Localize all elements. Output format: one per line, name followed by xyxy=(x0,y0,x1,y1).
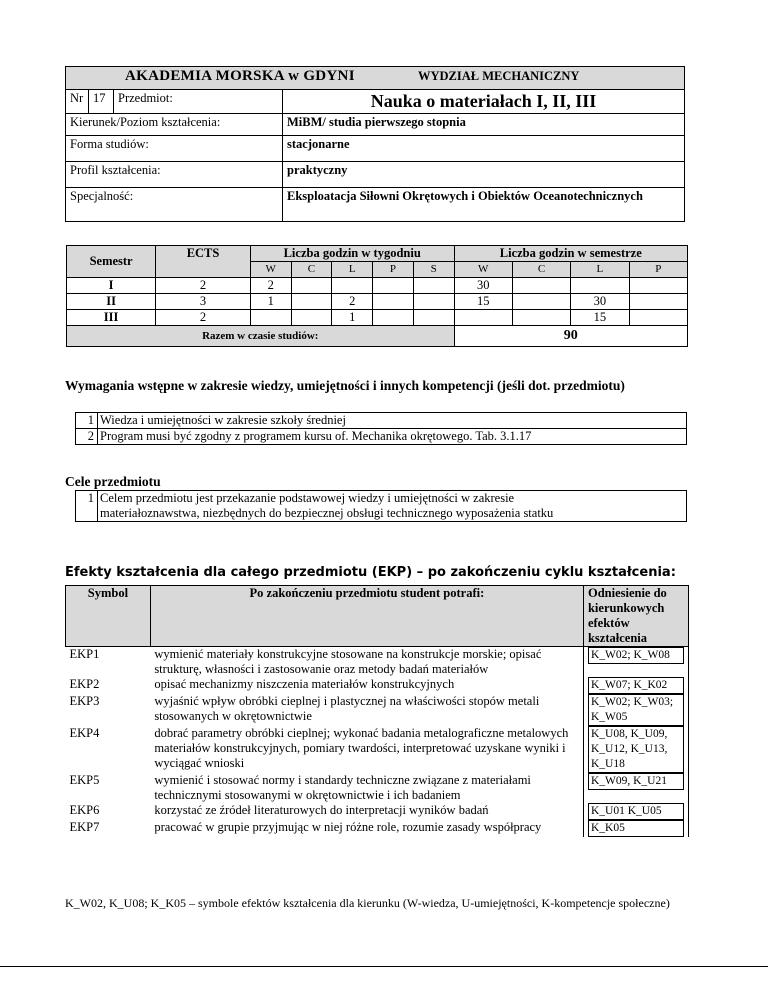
nr-label: Nr xyxy=(66,90,89,114)
ref-cell: K_W07; K_K02 xyxy=(588,677,684,694)
desc-cell: wymienić i stosować normy i standardy techniczne związane z materiałami technicznymi stosowanymi w okrętownictwie i ich badaniem xyxy=(154,773,531,802)
requirements-title: Wymagania wstępne w zakresie wiedzy, umiejętności i innych kompetencji (jeśli dot. przedmiotu) xyxy=(65,378,625,393)
symbol-cell: EKP5 xyxy=(69,773,100,787)
specialty-label: Specjalność: xyxy=(66,188,283,222)
l-cell xyxy=(332,278,373,294)
w-cell: 2 xyxy=(250,278,291,294)
symbol-cell: EKP4 xyxy=(69,726,100,740)
table-row xyxy=(66,726,689,773)
s-cell xyxy=(413,310,454,326)
w-cell xyxy=(250,310,291,326)
table-row xyxy=(66,820,689,837)
table-row xyxy=(66,647,689,678)
sub2-p: P xyxy=(629,262,687,278)
s-cell xyxy=(413,294,454,310)
ects-cell: 2 xyxy=(156,310,251,326)
profile-label: Profil kształcenia: xyxy=(66,162,283,188)
ref-cell: K_W02; K_W03; K_W05 xyxy=(588,694,684,726)
ref-cell: K_K05 xyxy=(588,820,684,837)
list-item xyxy=(76,429,687,445)
ref-cell: K_W02; K_W08 xyxy=(588,647,684,664)
course-header-table xyxy=(65,66,685,222)
symbol-cell: EKP3 xyxy=(69,694,100,708)
ref-cell: K_U01 K_U05 xyxy=(588,803,684,820)
requirements-table xyxy=(75,412,687,445)
item-number: 2 xyxy=(76,429,98,445)
semester-hours-header: Liczba godzin w semestrze xyxy=(454,246,687,262)
ref-cell: K_U08, K_U09, K_U12, K_U13, K_U18 xyxy=(588,726,684,773)
page-bottom-rule xyxy=(0,966,768,967)
l-cell: 1 xyxy=(332,310,373,326)
item-text: Program musi być zgodny z programem kursu of. Mechanika okrętowego. Tab. 3.1.17 xyxy=(98,429,687,445)
p-cell xyxy=(373,278,414,294)
table-row xyxy=(66,803,689,820)
sub2-c: C xyxy=(512,262,570,278)
sw-cell xyxy=(454,310,512,326)
sl-cell: 30 xyxy=(571,294,629,310)
sc-cell xyxy=(512,278,570,294)
total-label: Razem w czasie studiów: xyxy=(67,326,455,347)
desc-header: Po zakończeniu przedmiotu student potrafi: xyxy=(150,586,583,647)
subject-title: Nauka o materiałach I, II, III xyxy=(283,90,685,114)
effects-title: Efekty kształcenia dla całego przedmiotu (EKP) – po zakończeniu cyklu kształcenia: xyxy=(65,565,676,580)
desc-cell: pracować w grupie przyjmując w niej różne role, rozumie zasady współpracy xyxy=(154,820,542,834)
total-value: 90 xyxy=(454,326,687,347)
university-row xyxy=(66,67,685,90)
symbol-cell: EKP7 xyxy=(69,820,100,834)
desc-cell: dobrać parametry obróbki cieplnej; wykonać badania metalograficzne metalowych materiałów konstrukcyjnych, pomiary twardości, interpretować uzyskane wyniki i wyciągać wnioski xyxy=(154,726,569,770)
sub2-w: W xyxy=(454,262,512,278)
sub2-l: L xyxy=(571,262,629,278)
w-cell: 1 xyxy=(250,294,291,310)
field-label: Kierunek/Poziom kształcenia: xyxy=(66,114,283,136)
sub-p: P xyxy=(373,262,414,278)
table-row xyxy=(66,677,689,694)
c-cell xyxy=(291,310,332,326)
table-row xyxy=(66,694,689,726)
item-number: 1 xyxy=(76,413,98,429)
c-cell xyxy=(291,278,332,294)
sw-cell: 30 xyxy=(454,278,512,294)
item-text: Celem przedmiotu jest przekazanie podstawowej wiedzy i umiejętności w zakresie materiałoznawstwa, niezbędnych do bezpiecznej obsługi technicznego wyposażenia statku xyxy=(98,491,687,522)
sem-cell: I xyxy=(67,278,156,294)
symbol-header: Symbol xyxy=(66,586,151,647)
symbol-cell: EKP2 xyxy=(69,677,100,691)
sem-cell: III xyxy=(67,310,156,326)
form-value: stacjonarne xyxy=(283,136,685,162)
desc-cell: korzystać ze źródeł literaturowych do interpretacji wyników badań xyxy=(154,803,489,817)
item-number: 1 xyxy=(76,491,98,522)
sem-cell: II xyxy=(67,294,156,310)
ref-header: Odniesienie do kierunkowych efektów kształcenia xyxy=(583,586,688,647)
symbol-cell: EKP1 xyxy=(69,647,100,661)
goals-table xyxy=(75,490,687,522)
sp-cell xyxy=(629,278,687,294)
p-cell xyxy=(373,294,414,310)
sl-cell xyxy=(571,278,629,294)
desc-cell: opisać mechanizmy niszczenia materiałów konstrukcyjnych xyxy=(154,677,455,691)
sl-cell: 15 xyxy=(571,310,629,326)
list-item xyxy=(76,413,687,429)
sc-cell xyxy=(512,294,570,310)
sp-cell xyxy=(629,294,687,310)
ects-cell: 3 xyxy=(156,294,251,310)
s-cell xyxy=(413,278,454,294)
semester-row xyxy=(67,278,688,294)
faculty-name: WYDZIAŁ MECHANICZNY xyxy=(417,69,580,83)
sub-w: W xyxy=(250,262,291,278)
specialty-value: Eksploatacja Siłowni Okrętowych i Obiektów Oceanotechnicznych xyxy=(283,188,685,222)
field-value: MiBM/ studia pierwszego stopnia xyxy=(283,114,685,136)
p-cell xyxy=(373,310,414,326)
ects-header: ECTS xyxy=(156,246,251,278)
sub-l: L xyxy=(332,262,373,278)
university-name: AKADEMIA MORSKA w GDYNI xyxy=(125,68,355,84)
sub-s: S xyxy=(413,262,454,278)
subject-label: Przedmiot: xyxy=(114,90,283,114)
table-row xyxy=(66,773,689,803)
sp-cell xyxy=(629,310,687,326)
sub-c: C xyxy=(291,262,332,278)
l-cell: 2 xyxy=(332,294,373,310)
sc-cell xyxy=(512,310,570,326)
form-label: Forma studiów: xyxy=(66,136,283,162)
semester-row xyxy=(67,310,688,326)
profile-value: praktyczny xyxy=(283,162,685,188)
semestr-header: Semestr xyxy=(67,246,156,278)
effects-table xyxy=(65,585,689,837)
item-text: Wiedza i umiejętności w zakresie szkoły średniej xyxy=(98,413,687,429)
symbol-cell: EKP6 xyxy=(69,803,100,817)
list-item xyxy=(76,491,687,522)
goals-title: Cele przedmiotu xyxy=(65,474,161,489)
ref-cell: K_W09, K_U21 xyxy=(588,773,684,790)
sw-cell: 15 xyxy=(454,294,512,310)
c-cell xyxy=(291,294,332,310)
week-hours-header: Liczba godzin w tygodniu xyxy=(250,246,454,262)
ects-cell: 2 xyxy=(156,278,251,294)
desc-cell: wymienić materiały konstrukcyjne stosowane na konstrukcje morskie; opisać strukturę, własności i zastosowanie oraz metody badań materiałów xyxy=(154,647,542,676)
effects-footnote: K_W02, K_U08; K_K05 – symbole efektów kształcenia dla kierunku (W-wiedza, U-umiejętności, K-kompetencje społeczne) xyxy=(65,896,670,910)
nr-value: 17 xyxy=(89,90,114,114)
semester-row xyxy=(67,294,688,310)
desc-cell: wyjaśnić wpływ obróbki cieplnej i plastycznej na właściwości stopów metali stosowanych w okrętownictwie xyxy=(154,694,540,723)
semester-hours-table xyxy=(66,245,688,347)
